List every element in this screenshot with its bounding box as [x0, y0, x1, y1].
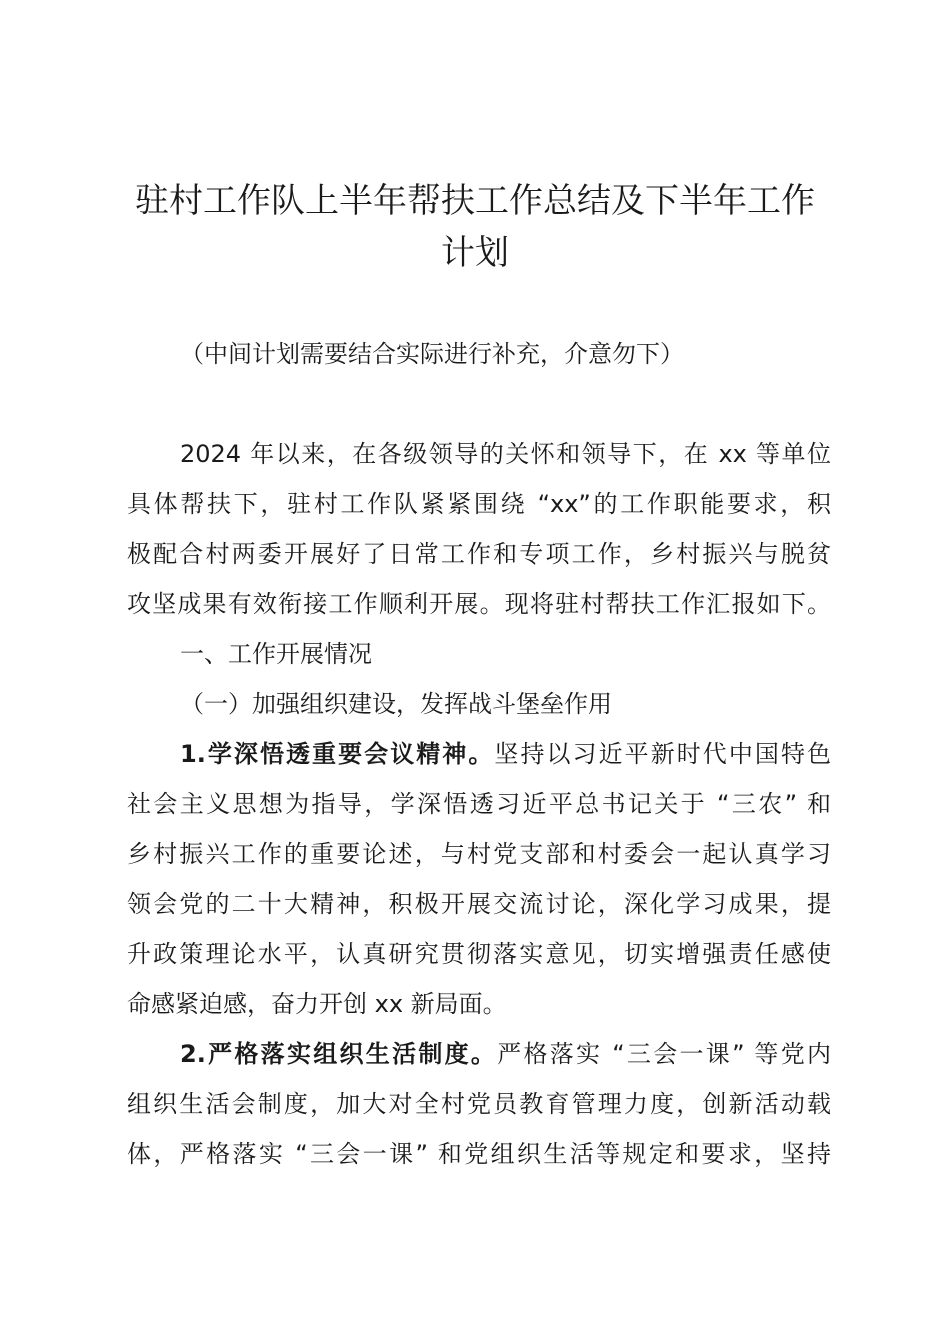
- intro-line-1: 2024 年以来，在各级领导的关怀和领导下，在 xx 等单位: [180, 440, 831, 468]
- document-title-line-1: 驻村工作队上半年帮扶工作总结及下半年工作: [135, 181, 815, 221]
- document-note: （中间计划需要结合实际进行补充，介意勿下）: [180, 340, 684, 368]
- item-1-line-2: 社会主义思想为指导，学深悟透习近平总书记关于 “三农” 和: [127, 790, 831, 818]
- item-2-first-line: [180, 1036, 831, 1072]
- subsection-heading: （一）加强组织建设，发挥战斗堡垒作用: [180, 690, 612, 718]
- item-1-line-5: 升政策理论水平，认真研究贯彻落实意见，切实增强责任感使: [127, 940, 831, 968]
- document-title-line-2: 计划: [441, 233, 509, 273]
- intro-line-4: 攻坚成果有效衔接工作顺利开展。现将驻村帮扶工作汇报如下。: [127, 590, 831, 618]
- item-1-bold-lead: 1.学深悟透重要会议精神。: [180, 740, 495, 768]
- item-2-bold-lead: 2.严格落实组织生活制度。: [180, 1040, 498, 1068]
- item-1-line-4: 领会党的二十大精神，积极开展交流讨论，深化学习成果，提: [127, 890, 831, 918]
- item-1-line-3: 乡村振兴工作的重要论述，与村党支部和村委会一起认真学习: [127, 840, 831, 868]
- item-2-first-line-text: 严格落实 “三会一课” 等党内: [497, 1040, 831, 1068]
- item-2-line-3: 体，严格落实 “三会一课” 和党组织生活等规定和要求，坚持: [127, 1140, 831, 1168]
- item-1-first-line: [180, 736, 831, 772]
- section-heading: 一、工作开展情况: [180, 640, 372, 668]
- item-2-line-2: 组织生活会制度，加大对全村党员教育管理力度，创新活动载: [127, 1090, 831, 1118]
- intro-line-3: 极配合村两委开展好了日常工作和专项工作，乡村振兴与脱贫: [127, 540, 831, 568]
- intro-line-2: 具体帮扶下，驻村工作队紧紧围绕 “xx”的工作职能要求，积: [127, 490, 831, 518]
- item-1-first-line-text: 坚持以习近平新时代中国特色: [494, 740, 831, 768]
- item-1-line-6: 命感紧迫感，奋力开创 xx 新局面。: [127, 990, 507, 1018]
